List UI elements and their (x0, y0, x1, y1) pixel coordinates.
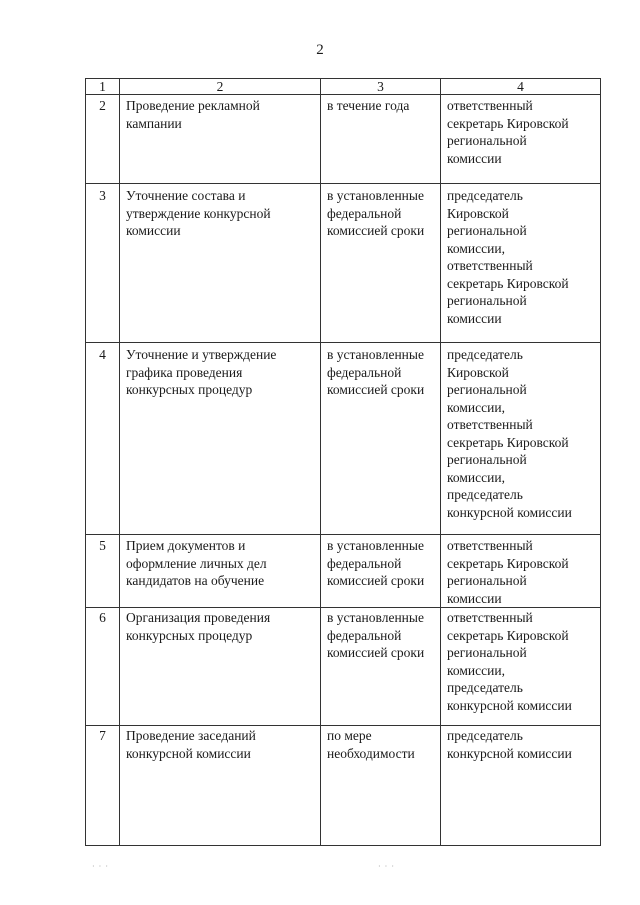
row-number: 3 (86, 184, 120, 343)
table-row (86, 726, 601, 846)
table-row (86, 608, 601, 726)
responsible-cell: председатель Кировской региональной комиссии, ответственный секретарь Кировской региональной комиссии, председатель конкурсной комиссии (441, 343, 601, 535)
period-cell: в установленные федеральной комиссией сроки (321, 343, 441, 535)
row-number: 2 (86, 95, 120, 184)
table-row (86, 343, 601, 535)
event-cell: Уточнение и утверждение графика проведения конкурсных процедур (120, 343, 321, 535)
period-cell: в течение года (321, 95, 441, 184)
event-cell: Проведение заседаний конкурсной комиссии (120, 726, 321, 846)
row-number: 6 (86, 608, 120, 726)
period-cell: в установленные федеральной комиссией сроки (321, 608, 441, 726)
responsible-cell: ответственный секретарь Кировской региональной комиссии (441, 95, 601, 184)
scan-artifact: · · · (92, 862, 109, 871)
row-number: 5 (86, 535, 120, 608)
responsible-cell: ответственный секретарь Кировской региональной комиссии (441, 535, 601, 608)
column-header: 2 (120, 79, 321, 95)
event-cell: Прием документов и оформление личных дел кандидатов на обучение (120, 535, 321, 608)
event-cell: Уточнение состава и утверждение конкурсной комиссии (120, 184, 321, 343)
row-number: 7 (86, 726, 120, 846)
responsible-cell: председатель Кировской региональной комиссии, ответственный секретарь Кировской региональной комиссии (441, 184, 601, 343)
period-cell: в установленные федеральной комиссией сроки (321, 535, 441, 608)
period-cell: в установленные федеральной комиссией сроки (321, 184, 441, 343)
responsible-cell: председатель конкурсной комиссии (441, 726, 601, 846)
table-header-row (86, 79, 601, 95)
table-row (86, 184, 601, 343)
column-header: 3 (321, 79, 441, 95)
period-cell: по мере необходимости (321, 726, 441, 846)
column-header: 1 (86, 79, 120, 95)
row-number: 4 (86, 343, 120, 535)
table-row (86, 535, 601, 608)
schedule-table (85, 78, 601, 846)
table-row (86, 95, 601, 184)
scan-artifact: · · · (378, 862, 395, 871)
event-cell: Проведение рекламной кампании (120, 95, 321, 184)
responsible-cell: ответственный секретарь Кировской региональной комиссии, председатель конкурсной комиссии (441, 608, 601, 726)
page-number: 2 (316, 42, 324, 58)
event-cell: Организация проведения конкурсных процедур (120, 608, 321, 726)
column-header: 4 (441, 79, 601, 95)
